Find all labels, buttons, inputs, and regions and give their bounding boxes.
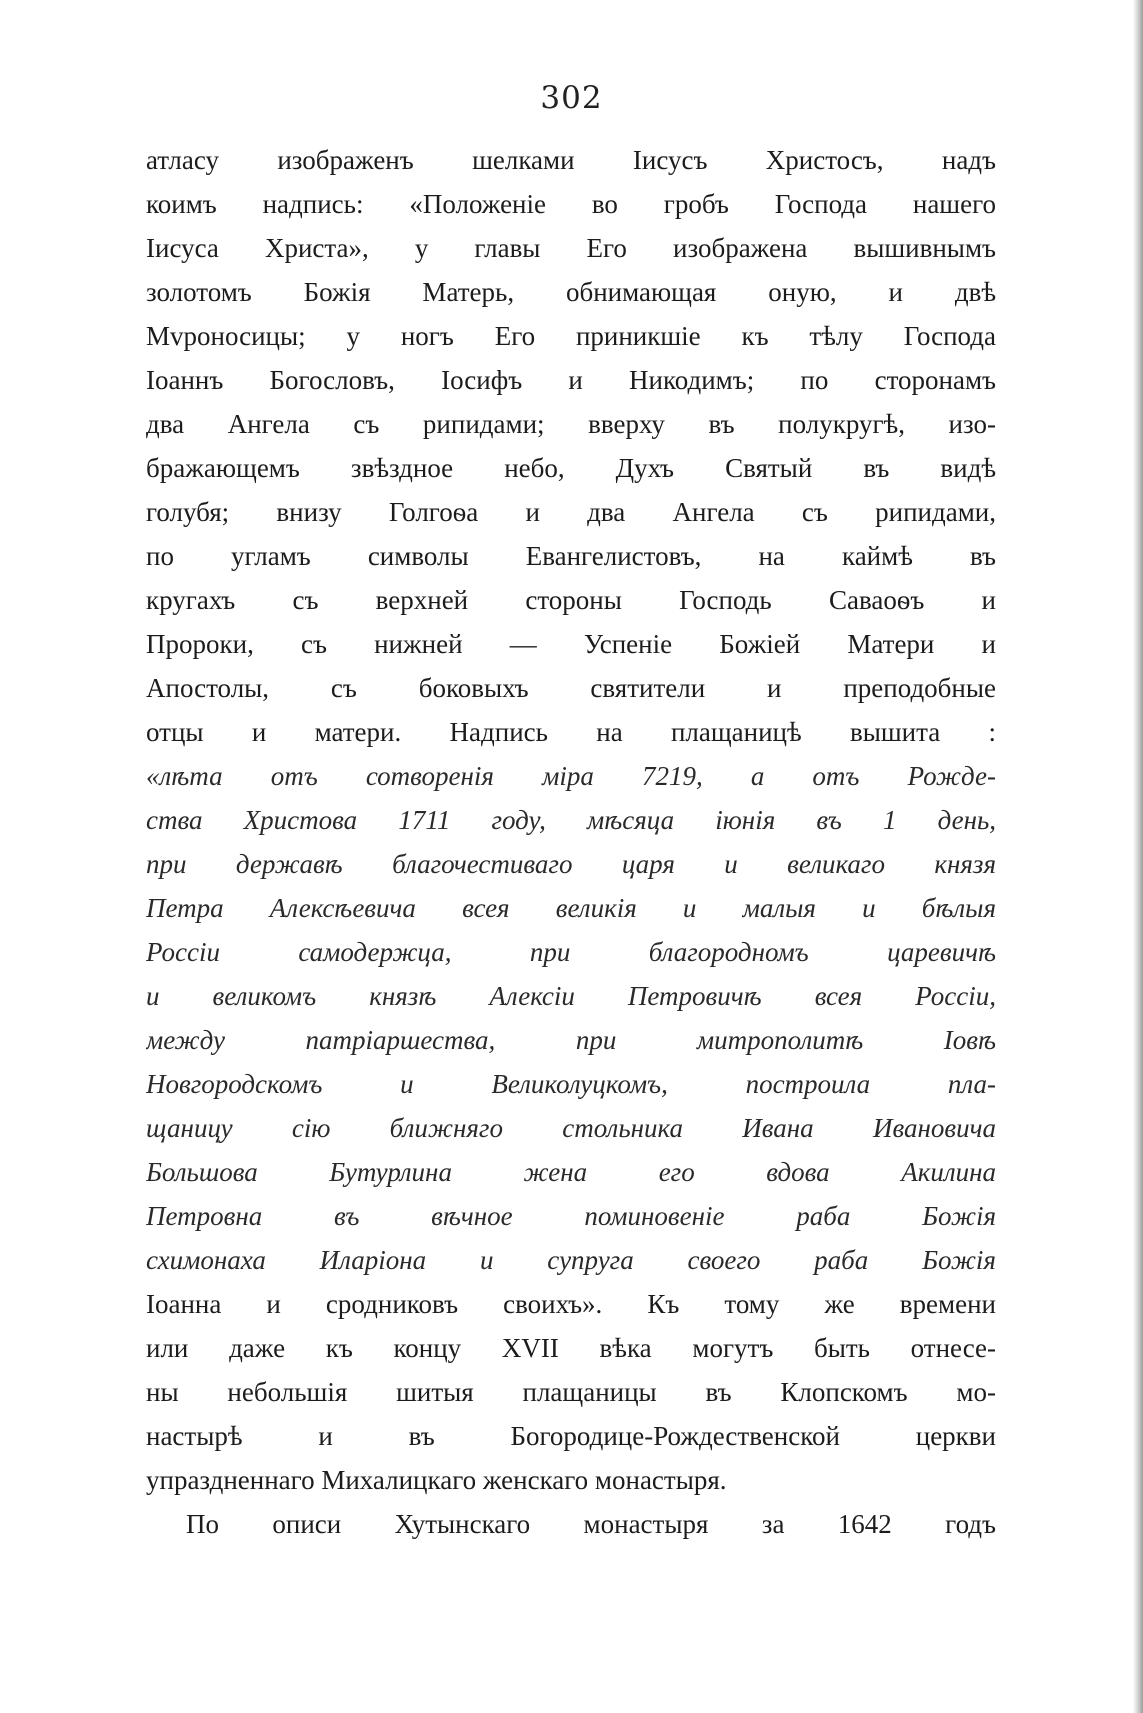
text-line: золотомъ Божія Матерь, обнимающая оную, и двѣ [146,277,996,307]
text-line: упраздненнаго Михалицкаго женскаго монастыря. [146,1465,727,1495]
text-line: голубя; внизу Голгоѳа и два Ангела съ рипидами, [146,497,996,527]
text-line: два Ангела съ рипидами; вверху въ полукругѣ, изо- [146,409,996,439]
text-line: Мvроносицы; у ногъ Его приникшіе къ тѣлу Господа [146,321,996,351]
text-line: коимъ надпись: «Положеніе во гробъ Господа нашего [146,189,996,219]
inscription-line: Петра Алексѣевича всея великія и малыя и бѣлыя [146,893,996,923]
page-edge [1133,0,1143,1713]
text-line: настырѣ и въ Богородице-Рождественской церкви [146,1421,996,1451]
inscription-line: Россіи самодержца, при благородномъ царевичѣ [146,937,996,967]
inscription-line: и великомъ князѣ Алексіи Петровичѣ всея Россіи, [146,981,996,1011]
inscription-line: ства Христова 1711 году, мѣсяца іюнія въ 1 день, [146,805,996,835]
inscription-line: при державѣ благочестиваго царя и великаго князя [146,849,996,879]
text-line: ны небольшія шитыя плащаницы въ Клопскомъ мо- [146,1377,996,1407]
text-line: по угламъ символы Евангелистовъ, на каймѣ въ [146,541,996,571]
text-line: отцы и матери. Надпись на плащаницѣ вышита : [146,717,996,747]
page-number: 302 [540,80,603,116]
inscription-line: «лѣта отъ сотворенія міра 7219, а отъ Рожде- [146,761,996,791]
inscription-line: Новгородскомъ и Великолуцкомъ, построила пла- [146,1069,996,1099]
text-line: Іисуса Христа», у главы Его изображена вышивнымъ [146,233,996,263]
text-line: бражающемъ звѣздное небо, Духъ Святый въ видѣ [146,453,996,483]
inscription-line: Петровна въ вѣчное поминовеніе раба Божія [146,1201,996,1231]
text-line: кругахъ съ верхней стороны Господь Саваоѳъ и [146,585,996,615]
text-line: атласу изображенъ шелками Іисусъ Христосъ, надъ [146,145,996,175]
inscription-line: между патріаршества, при митрополитѣ Іовѣ [146,1025,996,1055]
body-text [146,138,996,1546]
inscription-line: схимонаха Иларіона и супруга своего раба Божія [146,1245,996,1275]
text-line: Іоанна и сродниковъ своихъ». Къ тому же времени [146,1289,996,1319]
paragraph-start-line: По описи Хутынскаго монастыря за 1642 годъ [186,1509,996,1539]
inscription-line: Большова Бутурлина жена его вдова Акилина [146,1157,996,1187]
text-line: Іоаннъ Богословъ, Іосифъ и Никодимъ; по сторонамъ [146,365,996,395]
text-line: Пророки, съ нижней — Успеніе Божіей Матери и [146,629,996,659]
inscription-line: щаницу сію ближняго стольника Ивана Ивановича [146,1113,996,1143]
text-line: или даже къ концу XVII вѣка могутъ быть отнесе- [146,1333,996,1363]
text-line: Апостолы, съ боковыхъ святители и преподобные [146,673,996,703]
